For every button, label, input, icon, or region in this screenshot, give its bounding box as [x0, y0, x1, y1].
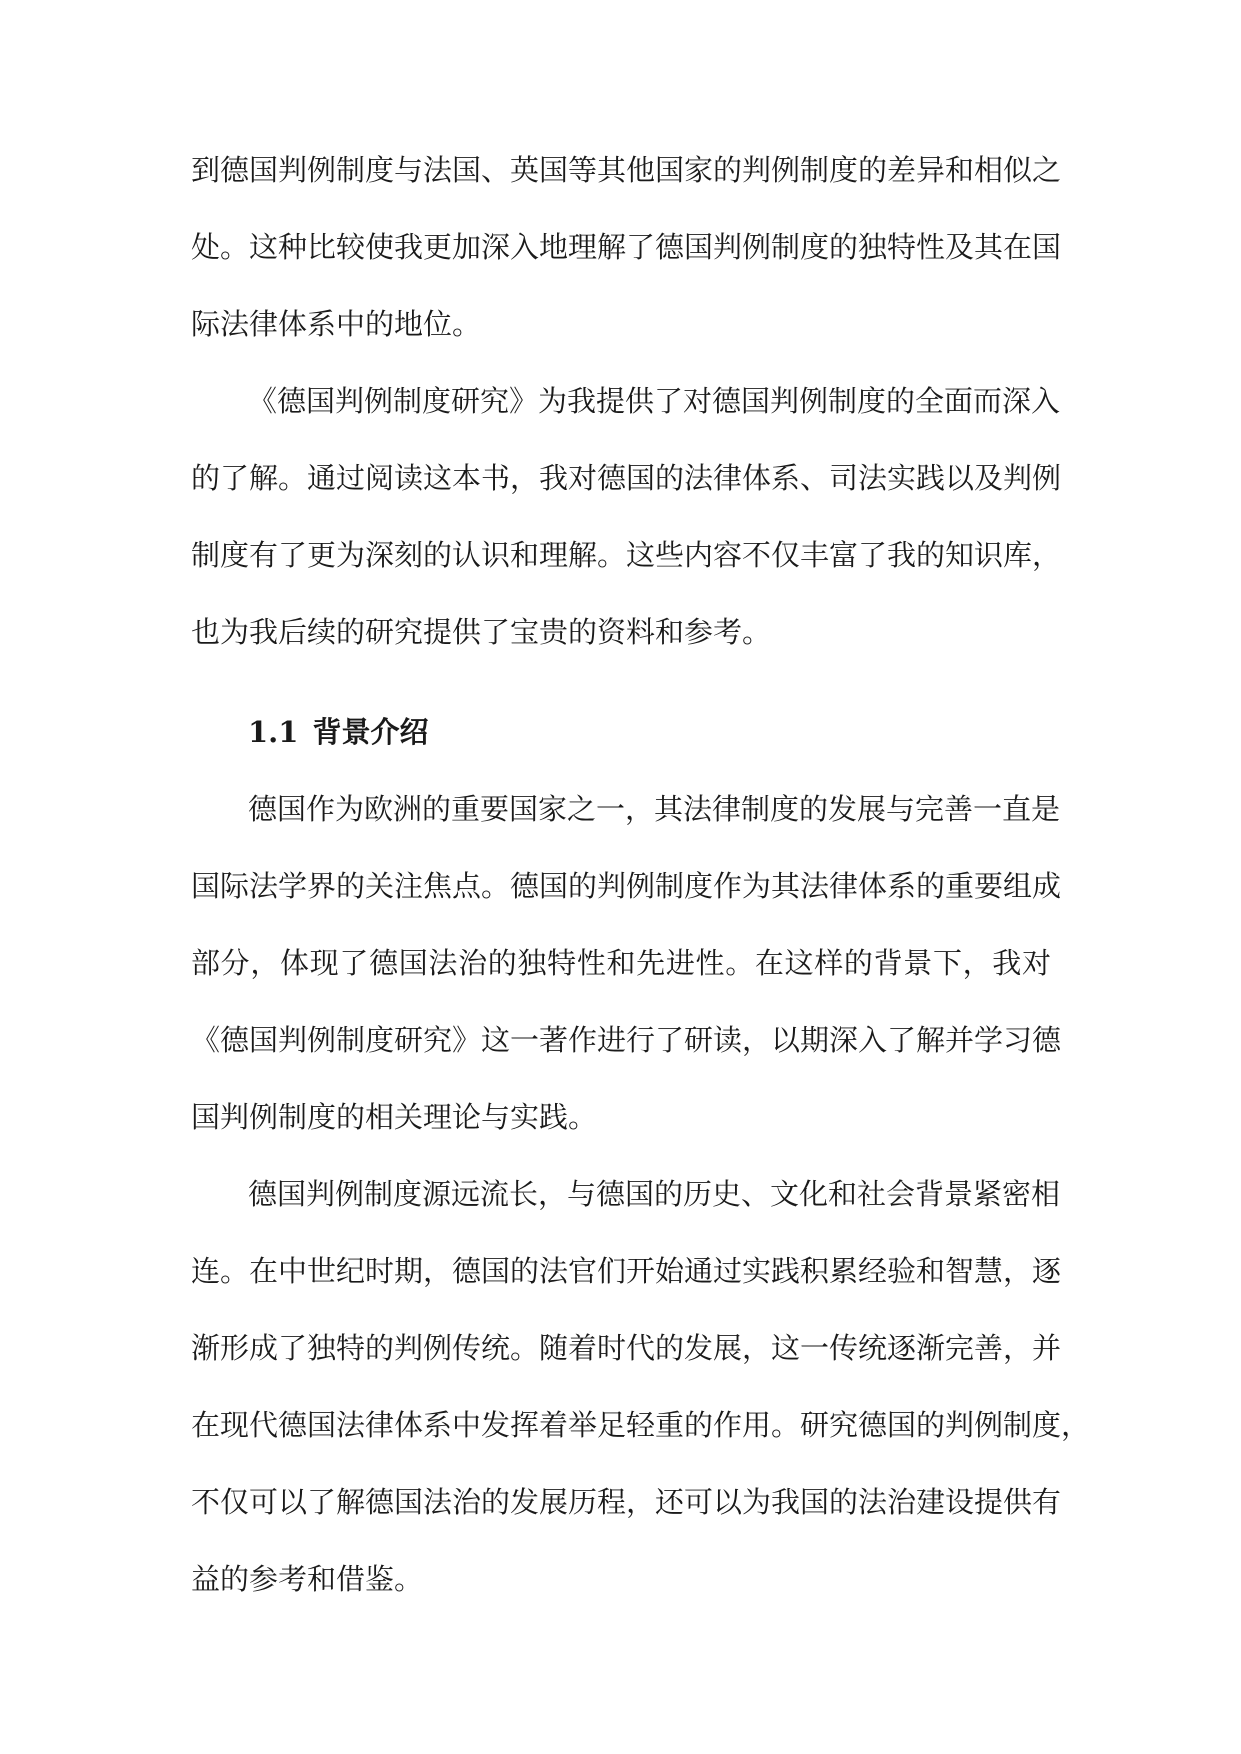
- paragraph-3-line-4: 《德国判例制度研究》这一著作进行了研读，以期深入了解并学习德: [191, 1023, 1062, 1057]
- paragraph-3-line-1: 德国作为欧洲的重要国家之一，其法律制度的发展与完善一直是: [248, 792, 1061, 826]
- paragraph-1-line-3: 际法律体系中的地位。: [191, 307, 482, 341]
- paragraph-2-line-4: 也为我后续的研究提供了宝贵的资料和参考。: [191, 615, 772, 649]
- section-number: 1.1: [248, 715, 299, 749]
- paragraph-4-line-6: 益的参考和借鉴。: [191, 1562, 424, 1596]
- paragraph-4-line-5: 不仅可以了解德国法治的发展历程，还可以为我国的法治建设提供有: [191, 1485, 1062, 1519]
- section-heading: [248, 712, 428, 752]
- paragraph-1-line-1: 到德国判例制度与法国、英国等其他国家的判例制度的差异和相似之: [191, 153, 1062, 187]
- paragraph-4-line-3: 渐形成了独特的判例传统。随着时代的发展，这一传统逐渐完善，并: [191, 1331, 1062, 1365]
- paragraph-2-line-2: 的了解。通过阅读这本书，我对德国的法律体系、司法实践以及判例: [191, 461, 1062, 495]
- paragraph-3-line-2: 国际法学界的关注焦点。德国的判例制度作为其法律体系的重要组成: [191, 869, 1062, 903]
- paragraph-3-line-5: 国判例制度的相关理论与实践。: [191, 1100, 598, 1134]
- section-title: 背景介绍: [312, 715, 429, 749]
- paragraph-4-line-2: 连。在中世纪时期，德国的法官们开始通过实践积累经验和智慧，逐: [191, 1254, 1062, 1288]
- paragraph-1-line-2: 处。这种比较使我更加深入地理解了德国判例制度的独特性及其在国: [191, 230, 1062, 264]
- paragraph-4-line-1: 德国判例制度源远流长，与德国的历史、文化和社会背景紧密相: [248, 1177, 1061, 1211]
- paragraph-4-line-4: 在现代德国法律体系中发挥着举足轻重的作用。研究德国的判例制度，: [191, 1408, 1091, 1442]
- paragraph-2-line-1: 《德国判例制度研究》为我提供了对德国判例制度的全面而深入: [248, 384, 1061, 418]
- paragraph-2-line-3: 制度有了更为深刻的认识和理解。这些内容不仅丰富了我的知识库，: [191, 538, 1062, 572]
- paragraph-3-line-3: 部分，体现了德国法治的独特性和先进性。在这样的背景下，我对: [191, 946, 1051, 980]
